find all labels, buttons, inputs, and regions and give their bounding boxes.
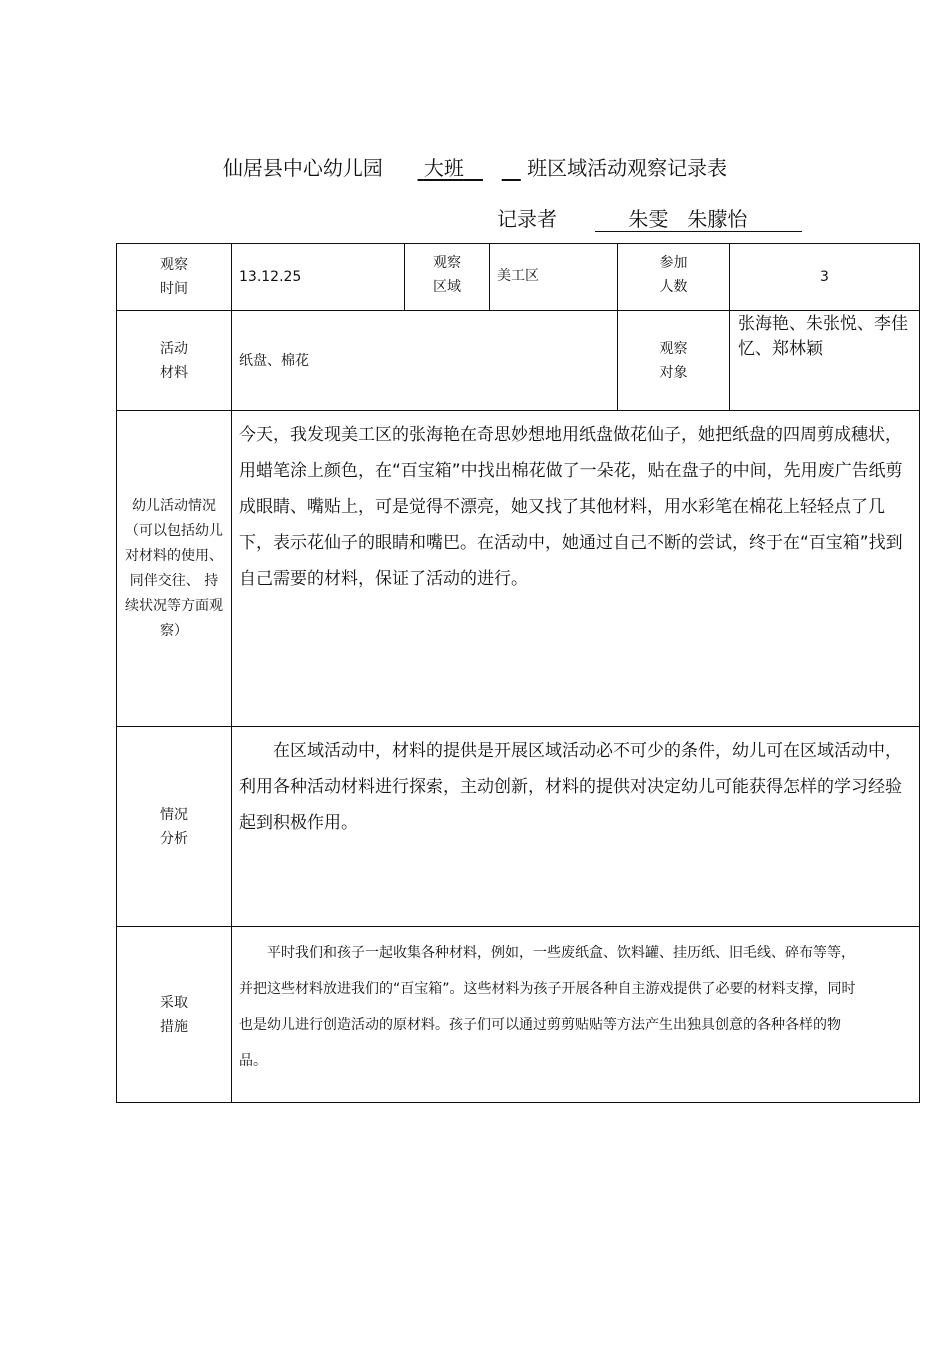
participants-value: 3 <box>730 244 920 311</box>
recorder-names: 朱雯 朱朦怡 <box>595 207 802 232</box>
materials-value: 纸盘、棉花 <box>232 311 618 411</box>
title-suffix: 班区域活动观察记录表 <box>527 156 728 180</box>
title-prefix: 仙居县中心幼儿园 <box>222 156 383 180</box>
class-name: 大班 <box>423 156 464 180</box>
observation-record-table <box>116 243 920 1103</box>
activity-text: 今天，我发现美工区的张海艳在奇思妙想地用纸盘做花仙子，她把纸盘的四周剪成穗状，用蜡笔涂上颜色，在“百宝箱”中找出棉花做了一朵花，贴在盘子的中间，先用废广告纸剪成眼睛、嘴贴上，可是觉得不漂亮，她又找了其他材料，用水彩笔在棉花上轻轻点了几下，表示花仙子的眼睛和嘴巴。在活动中，她通过自己不断的尝试，终于在“百宝箱”找到自己需要的材料，保证了活动的进行。 <box>232 411 920 727</box>
participants-label: 参加 人数 <box>618 244 730 311</box>
recorder-line <box>497 203 802 232</box>
subjects-label: 观察 对象 <box>618 311 730 411</box>
page-title <box>0 152 950 181</box>
class-blank <box>502 156 521 180</box>
obs-area-value: 美工区 <box>490 244 618 311</box>
obs-time-label: 观察 时间 <box>117 244 232 311</box>
subjects-value: 张海艳、朱张悦、李佳忆、郑林颖 <box>730 311 920 411</box>
activity-label: 幼儿活动情况（可以包括幼儿对材料的使用、 同伴交往、 持续状况等方面观察） <box>117 411 232 727</box>
measures-label: 采取 措施 <box>117 927 232 1103</box>
analysis-text: 在区域活动中，材料的提供是开展区域活动必不可少的条件，幼儿可在区域活动中，利用各种活动材料进行探索，主动创新，材料的提供对决定幼儿可能获得怎样的学习经验起到积极作用。 <box>232 727 920 927</box>
recorder-label: 记录者 <box>497 207 557 231</box>
obs-time-value: 13.12.25 <box>232 244 405 311</box>
measures-text: 平时我们和孩子一起收集各种材料，例如，一些废纸盒、饮料罐、挂历纸、旧毛线、碎布等等，并把这些材料放进我们的“百宝箱”。这些材料为孩子开展各种自主游戏提供了必要的材料支撑，同时也是幼儿进行创造活动的原材料。孩子们可以通过剪剪贴贴等方法产生出独具创意的各种各样的物品。 <box>232 927 920 1103</box>
analysis-label: 情况 分析 <box>117 727 232 927</box>
materials-label: 活动 材料 <box>117 311 232 411</box>
obs-area-label: 观察 区域 <box>405 244 490 311</box>
